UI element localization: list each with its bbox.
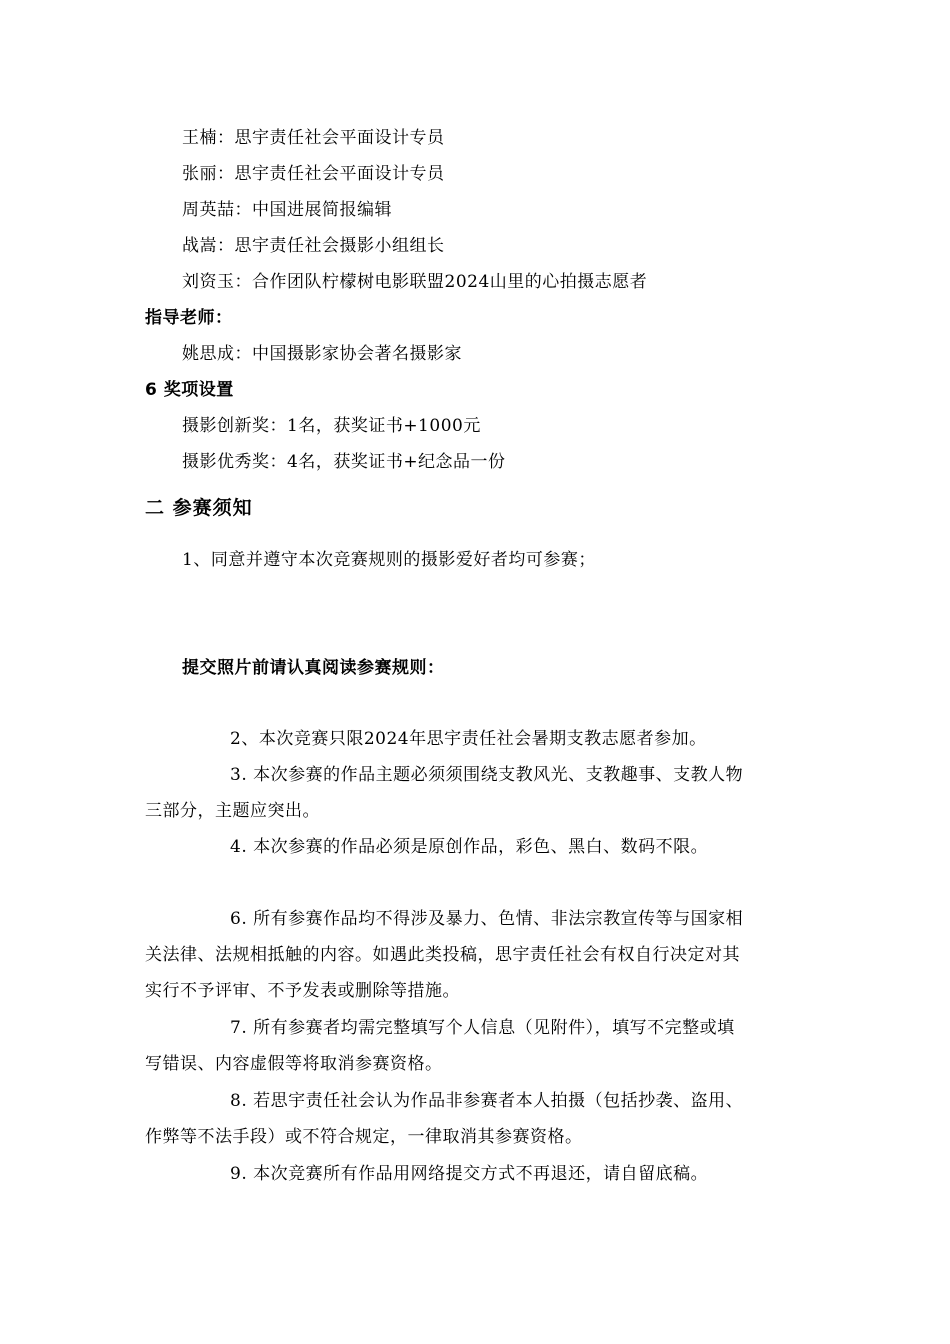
award-item: 摄影创新奖：1名，获奖证书+1000元 — [182, 416, 481, 436]
advisor-heading: 指导老师： — [145, 308, 233, 328]
rule-8-line: 8. 若思宇责任社会认为作品非参赛者本人拍摄（包括抄袭、盗用、 — [230, 1091, 744, 1111]
rule-6-line: 6. 所有参赛作品均不得涉及暴力、色情、非法宗教宣传等与国家相 — [230, 909, 744, 929]
team-member-line: 张丽：思宇责任社会平面设计专员 — [182, 164, 445, 184]
advisor-line: 姚思成：中国摄影家协会著名摄影家 — [182, 344, 462, 364]
awards-heading: 6 奖项设置 — [145, 380, 234, 400]
rule-1: 1、同意并遵守本次竞赛规则的摄影爱好者均可参赛； — [182, 550, 596, 570]
read-rules-notice: 提交照片前请认真阅读参赛规则： — [182, 658, 445, 678]
award-item: 摄影优秀奖：4名，获奖证书+纪念品一份 — [182, 452, 506, 472]
rule-7-line: 7. 所有参赛者均需完整填写个人信息（见附件），填写不完整或填 — [230, 1018, 735, 1038]
rule-8-line: 作弊等不法手段）或不符合规定，一律取消其参赛资格。 — [145, 1127, 583, 1147]
team-member-line: 周英喆：中国进展简报编辑 — [182, 200, 392, 220]
rule-4: 4. 本次参赛的作品必须是原创作品，彩色、黑白、数码不限。 — [230, 837, 709, 857]
rule-3-line: 三部分，主题应突出。 — [145, 801, 320, 821]
rule-2: 2、本次竞赛只限2024年思宇责任社会暑期支教志愿者参加。 — [230, 729, 707, 749]
rule-9: 9. 本次竞赛所有作品用网络提交方式不再退还，请自留底稿。 — [230, 1164, 709, 1184]
team-member-line: 战嵩：思宇责任社会摄影小组组长 — [182, 236, 445, 256]
rule-6-line: 关法律、法规相抵触的内容。如遇此类投稿，思宇责任社会有权自行决定对其 — [145, 945, 740, 965]
section-two-heading: 二 参赛须知 — [145, 497, 253, 519]
team-member-line: 王楠：思宇责任社会平面设计专员 — [182, 128, 445, 148]
rule-6-line: 实行不予评审、不予发表或删除等措施。 — [145, 981, 460, 1001]
rule-7-line: 写错误、内容虚假等将取消参赛资格。 — [145, 1054, 443, 1074]
rule-3-line: 3. 本次参赛的作品主题必须须围绕支教风光、支教趣事、支教人物 — [230, 765, 744, 785]
team-member-line: 刘资玉：合作团队柠檬树电影联盟2024山里的心拍摄志愿者 — [182, 272, 648, 292]
